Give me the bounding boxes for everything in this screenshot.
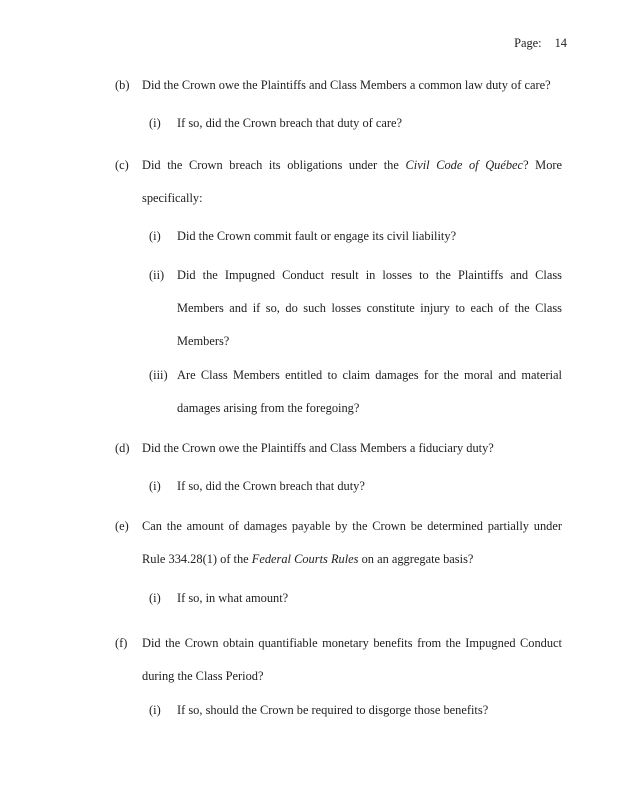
text-segment: damages arising from the foregoing?	[177, 401, 360, 415]
text-segment: Can the amount of damages payable by the Crown be determined partially under	[142, 519, 562, 533]
italic-citation: Civil Code of Québec	[405, 158, 524, 172]
text-segment: Did the Crown owe the Plaintiffs and Class Members a fiduciary duty?	[142, 441, 494, 455]
text-line	[142, 660, 562, 693]
list-item-text	[142, 69, 562, 102]
text-segment: Did the Crown owe the Plaintiffs and Class Members a common law duty of care?	[142, 78, 551, 92]
text-line	[142, 510, 562, 543]
text-segment: If so, in what amount?	[177, 591, 289, 605]
text-line	[177, 392, 562, 425]
text-segment: during the Class Period?	[142, 669, 264, 683]
text-line	[142, 149, 562, 182]
list-item-text	[177, 220, 562, 253]
text-segment: If so, did the Crown breach that duty of care?	[177, 116, 403, 130]
text-segment: Did the Impugned Conduct result in losses to the Plaintiffs and Class	[177, 268, 562, 282]
list-item-text	[177, 259, 562, 358]
text-segment: Members and if so, do such losses constitute injury to each of the Class	[177, 301, 562, 315]
list-item-marker: (c)	[115, 158, 129, 172]
text-line	[142, 543, 562, 576]
text-segment: specifically:	[142, 191, 203, 205]
list-item-marker: (b)	[115, 78, 130, 92]
text-line	[177, 107, 562, 140]
text-line	[177, 470, 562, 503]
text-line	[177, 220, 562, 253]
list-item-text	[142, 510, 562, 576]
text-line	[142, 69, 562, 102]
list-item-text	[177, 107, 562, 140]
list-item-marker: (i)	[149, 116, 161, 130]
page-number-label: Page:	[514, 36, 542, 50]
text-segment: Did the Crown obtain quantifiable monetary benefits from the Impugned Conduct	[142, 636, 562, 650]
list-item-marker: (i)	[149, 703, 161, 717]
text-line	[177, 359, 562, 392]
list-item-text	[142, 627, 562, 693]
italic-citation: Federal Courts Rules	[251, 552, 359, 566]
list-item-marker: (i)	[149, 229, 161, 243]
text-segment: Are Class Members entitled to claim damages for the moral and material	[177, 368, 562, 382]
list-item-marker: (e)	[115, 519, 129, 533]
text-line	[177, 325, 562, 358]
text-line	[177, 292, 562, 325]
text-line	[177, 582, 562, 615]
text-segment: on an aggregate basis?	[358, 552, 474, 566]
list-item-text	[177, 694, 562, 727]
text-line	[177, 259, 562, 292]
list-item-text	[142, 149, 562, 215]
list-item-marker: (iii)	[149, 368, 168, 382]
page-number-value: 14	[554, 36, 567, 50]
list-item-marker: (d)	[115, 441, 130, 455]
list-item-text	[177, 359, 562, 425]
text-segment: If so, did the Crown breach that duty?	[177, 479, 365, 493]
page-number-header	[514, 33, 567, 53]
text-line	[142, 182, 562, 215]
text-segment: Did the Crown breach its obligations under the	[142, 158, 406, 172]
text-segment: Did the Crown commit fault or engage its civil liability?	[177, 229, 457, 243]
text-line	[142, 432, 562, 465]
text-segment: Rule 334.28(1) of the	[142, 552, 252, 566]
list-item-text	[177, 582, 562, 615]
list-item-marker: (f)	[115, 636, 128, 650]
list-item-text	[177, 470, 562, 503]
text-segment: If so, should the Crown be required to disgorge those benefits?	[177, 703, 489, 717]
list-item-marker: (i)	[149, 591, 161, 605]
text-segment: Members?	[177, 334, 230, 348]
text-segment: ? More	[523, 158, 563, 172]
list-item-marker: (i)	[149, 479, 161, 493]
list-item-text	[142, 432, 562, 465]
text-line	[177, 694, 562, 727]
text-line	[142, 627, 562, 660]
list-item-marker: (ii)	[149, 268, 165, 282]
